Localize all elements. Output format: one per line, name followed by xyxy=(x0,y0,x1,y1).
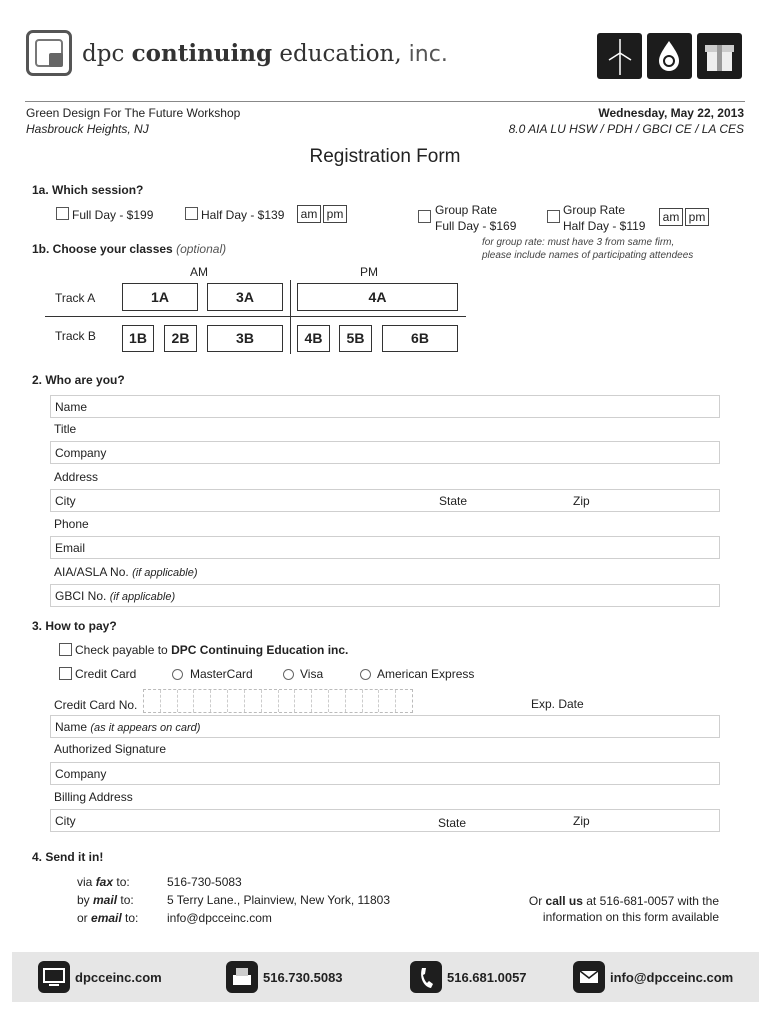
pm-label: PM xyxy=(360,265,378,279)
class-4b[interactable]: 4B xyxy=(297,325,330,352)
logo xyxy=(26,30,72,76)
visa-radio[interactable] xyxy=(283,669,294,680)
track-b-label: Track B xyxy=(55,329,96,343)
full-day-checkbox[interactable] xyxy=(56,207,69,220)
billing-zip-label: Zip xyxy=(573,814,590,828)
email-field[interactable]: Email xyxy=(50,536,720,559)
class-1b[interactable]: 1B xyxy=(122,325,154,352)
event-title: Green Design For The Future Workshop xyxy=(26,106,241,120)
name-field[interactable]: Name xyxy=(50,395,720,418)
check-payment-checkbox[interactable] xyxy=(59,643,72,656)
fax-label: via fax to: xyxy=(77,875,130,889)
cardholder-name-field[interactable]: Name (as it appears on card) xyxy=(50,715,720,738)
pay-heading: 3. How to pay? xyxy=(32,619,117,633)
billing-state-label: State xyxy=(438,816,467,830)
recycle-box-icon xyxy=(697,33,742,79)
event-date: Wednesday, May 22, 2013 xyxy=(598,106,744,120)
visa-label: Visa xyxy=(300,667,324,681)
brand-name: dpc continuing education, inc. xyxy=(82,40,448,67)
computer-icon xyxy=(38,961,70,993)
fax-machine-icon xyxy=(226,961,258,993)
fax-value: 516-730-5083 xyxy=(167,875,242,889)
class-2b[interactable]: 2B xyxy=(164,325,197,352)
classes-heading: 1b. Choose your classes (optional) xyxy=(32,242,227,256)
credit-card-label: Credit Card xyxy=(75,667,137,681)
event-location: Hasbrouck Heights, NJ xyxy=(26,122,149,136)
group-rate-note-1: for group rate: must have 3 from same firm, xyxy=(482,237,675,248)
send-heading: 4. Send it in! xyxy=(32,850,104,864)
form-title: Registration Form xyxy=(309,146,461,167)
class-1a[interactable]: 1A xyxy=(122,283,198,311)
check-payment-label: Check payable to DPC Continuing Education inc. xyxy=(75,643,349,657)
email-label: or email to: xyxy=(77,911,139,925)
class-4a[interactable]: 4A xyxy=(297,283,458,311)
billing-address-field[interactable]: Billing Address xyxy=(54,790,133,804)
mastercard-radio[interactable] xyxy=(172,669,183,680)
billing-city-field[interactable]: City State Zip xyxy=(50,809,720,832)
phone-icon xyxy=(410,961,442,993)
credit-card-checkbox[interactable] xyxy=(59,667,72,680)
half-day-pm-box[interactable]: pm xyxy=(323,205,347,223)
exp-date-label: Exp. Date xyxy=(531,697,584,711)
half-day-label: Half Day - $139 xyxy=(201,208,285,222)
group-half-am-box[interactable]: am xyxy=(659,208,683,226)
phone-field[interactable]: Phone xyxy=(54,517,89,531)
group-full-day-checkbox[interactable] xyxy=(418,210,431,223)
card-number-boxes[interactable] xyxy=(143,689,413,713)
gbci-field[interactable]: GBCI No. (if applicable) xyxy=(50,584,720,607)
mastercard-label: MasterCard xyxy=(190,667,253,681)
company-field[interactable]: Company xyxy=(50,441,720,464)
card-number-label: Credit Card No. xyxy=(54,698,138,712)
track-a-label: Track A xyxy=(55,291,96,305)
class-3a[interactable]: 3A xyxy=(207,283,283,311)
wind-turbine-icon xyxy=(597,33,642,79)
group-rate-note-2: please include names of participating attendees xyxy=(482,250,694,261)
amex-label: American Express xyxy=(377,667,475,681)
zip-label: Zip xyxy=(573,494,590,508)
water-recycle-icon xyxy=(647,33,692,79)
mail-label: by mail to: xyxy=(77,893,134,907)
city-field[interactable]: City State Zip xyxy=(50,489,720,512)
state-label: State xyxy=(439,494,468,508)
am-label: AM xyxy=(190,265,208,279)
group-full-day-label-1: Group Rate xyxy=(435,203,498,217)
envelope-icon xyxy=(573,961,605,993)
call-us-line-1: Or call us at 516-681-0057 with the xyxy=(528,894,719,908)
footer-email[interactable]: info@dpcceinc.com xyxy=(610,970,734,985)
signature-field[interactable]: Authorized Signature xyxy=(54,742,167,756)
footer-fax: 516.730.5083 xyxy=(263,970,343,985)
email-value[interactable]: info@dpcceinc.com xyxy=(167,911,272,925)
footer-phone[interactable]: 516.681.0057 xyxy=(447,970,527,985)
half-day-am-box[interactable]: am xyxy=(297,205,321,223)
group-half-pm-box[interactable]: pm xyxy=(685,208,709,226)
event-credits: 8.0 AIA LU HSW / PDH / GBCI CE / LA CES xyxy=(508,122,744,136)
class-3b[interactable]: 3B xyxy=(207,325,283,352)
footer-website[interactable]: dpcceinc.com xyxy=(75,970,162,985)
address-field[interactable]: Address xyxy=(54,470,99,484)
billing-company-field[interactable]: Company xyxy=(50,762,720,785)
call-us-line-2: information on this form available xyxy=(542,910,719,924)
mail-value: 5 Terry Lane., Plainview, New York, 11803 xyxy=(167,893,391,907)
amex-radio[interactable] xyxy=(360,669,371,680)
full-day-label: Full Day - $199 xyxy=(72,208,154,222)
group-full-day-label-2: Full Day - $169 xyxy=(435,219,517,233)
group-half-day-checkbox[interactable] xyxy=(547,210,560,223)
aia-field[interactable]: AIA/ASLA No. (if applicable) xyxy=(54,565,198,579)
class-6b[interactable]: 6B xyxy=(382,325,458,352)
header-divider xyxy=(25,101,745,102)
track-horizontal-divider xyxy=(45,316,466,317)
group-half-day-label-2: Half Day - $119 xyxy=(563,219,646,233)
who-heading: 2. Who are you? xyxy=(32,373,125,387)
session-heading: 1a. Which session? xyxy=(32,183,144,197)
title-field[interactable]: Title xyxy=(54,422,77,436)
half-day-checkbox[interactable] xyxy=(185,207,198,220)
track-vertical-divider xyxy=(290,280,291,354)
group-half-day-label-1: Group Rate xyxy=(563,203,626,217)
class-5b[interactable]: 5B xyxy=(339,325,372,352)
